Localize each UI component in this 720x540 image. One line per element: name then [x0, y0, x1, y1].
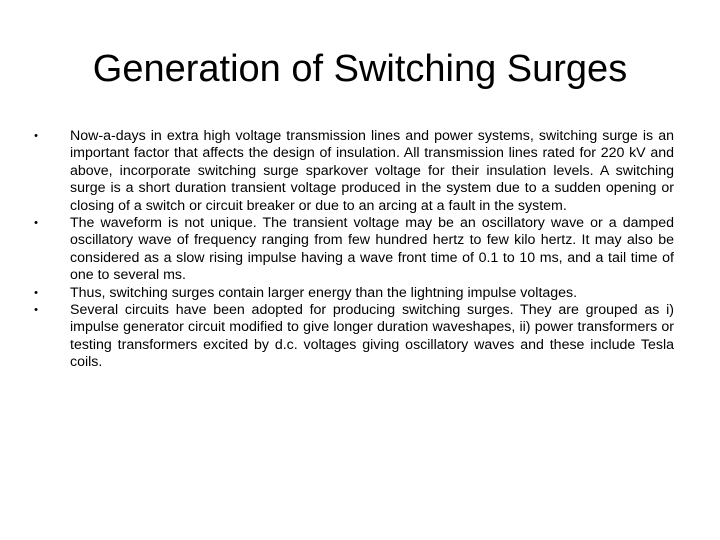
bullet-dot-icon: •	[34, 217, 38, 230]
bullet-dot-icon: •	[34, 286, 38, 299]
bullet-text: The waveform is not unique. The transient voltage may be an oscillatory wave or a damped oscillatory wave of frequency ranging from few hundred hertz to few kilo hertz. It may also be considered as a slow rising impulse having a wave front time of 0.1 to 10 ms, and a tail time of one to several ms.	[70, 215, 674, 284]
bullet-item	[30, 302, 674, 372]
bullet-item	[30, 215, 674, 285]
bullet-text: Now-a-days in extra high voltage transmission lines and power systems, switching surge is an important factor that affects the design of insulation. All transmission lines rated for 220 kV and above, incorporate switching surge sparkover voltage for their insulation levels. A switching surge is a short duration transient voltage produced in the system due to a sudden opening or closing of a switch or circuit breaker or due to an arcing at a fault in the system.	[70, 128, 674, 214]
bullet-item	[30, 285, 674, 302]
bullet-item	[30, 128, 674, 215]
bullet-text: Several circuits have been adopted for producing switching surges. They are grouped as i) impulse generator circuit modified to give longer duration waveshapes, ii) power transformers or testing transformers excited by d.c. voltages giving oscillatory waves and these include Tesla coils.	[70, 302, 674, 371]
bullet-dot-icon: •	[34, 304, 38, 317]
bullet-list	[30, 128, 674, 372]
bullet-text: Thus, switching surges contain larger energy than the lightning impulse voltages.	[70, 284, 578, 301]
bullet-dot-icon: •	[34, 130, 38, 142]
slide-title: Generation of Switching Surges	[92, 48, 628, 90]
